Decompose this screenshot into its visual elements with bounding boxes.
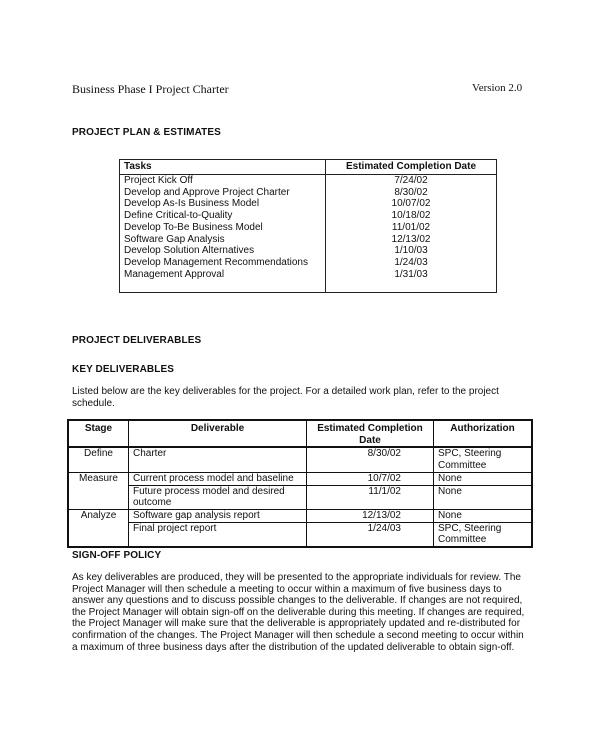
plan-task: Project Kick Off <box>120 175 326 187</box>
table-row <box>120 280 497 292</box>
table-row <box>120 198 497 210</box>
deliv-authorization: None <box>434 485 533 509</box>
deliv-deliverable: Current process model and baseline <box>129 472 307 485</box>
table-row <box>68 522 532 547</box>
key-deliverables-heading: KEY DELIVERABLES <box>72 364 174 375</box>
plan-task: Develop To-Be Business Model <box>120 222 326 234</box>
plan-date: 1/31/03 <box>394 268 428 280</box>
plan-date: 1/10/03 <box>394 245 428 257</box>
deliv-col-stage: Stage <box>68 420 129 447</box>
deliv-date: 11/1/02 <box>307 485 434 509</box>
plan-date: 1/24/03 <box>394 256 428 268</box>
plan-task: Define Critical-to-Quality <box>120 210 326 222</box>
plan-date: 7/24/02 <box>394 175 428 186</box>
deliv-stage: Define <box>68 447 129 472</box>
plan-task: Develop Solution Alternatives <box>120 245 326 257</box>
plan-date <box>326 280 497 292</box>
plan-task: Management Approval <box>120 269 326 281</box>
plan-task: Software Gap Analysis <box>120 234 326 246</box>
deliv-date: 12/13/02 <box>307 509 434 522</box>
table-row <box>68 485 532 509</box>
document-title: Business Phase I Project Charter <box>72 82 229 96</box>
deliv-col-deliverable: Deliverable <box>129 420 307 447</box>
deliv-stage: Analyze <box>68 509 129 522</box>
plan-task: Develop Management Recommendations <box>120 257 326 269</box>
deliv-authorization: None <box>434 472 533 485</box>
deliv-deliverable: Future process model and desired outcome <box>129 485 307 509</box>
plan-date: 11/01/02 <box>391 221 431 233</box>
deliv-deliverable: Software gap analysis report <box>129 509 307 522</box>
deliv-authorization: SPC, Steering Committee <box>434 522 533 547</box>
plan-table <box>119 159 497 293</box>
table-row <box>68 447 532 472</box>
plan-col-date: Estimated Completion Date <box>326 160 497 175</box>
plan-date: 8/30/02 <box>394 186 428 198</box>
plan-col-tasks: Tasks <box>120 160 326 175</box>
deliv-stage <box>68 485 129 509</box>
table-row <box>68 509 532 522</box>
table-row <box>120 257 497 269</box>
deliverables-intro: Listed below are the key deliverables for the project. For a detailed work plan, refer to the project schedule. <box>72 386 499 409</box>
table-row <box>120 245 497 257</box>
table-row <box>120 210 497 222</box>
deliverables-header-row <box>68 420 532 447</box>
deliv-deliverable: Final project report <box>129 522 307 547</box>
plan-header-row <box>120 160 497 175</box>
deliv-authorization: SPC, Steering Committee <box>434 447 533 472</box>
table-row <box>68 472 532 485</box>
deliv-authorization: None <box>434 509 533 522</box>
deliv-stage <box>68 522 129 547</box>
document-version: Version 2.0 <box>472 82 523 94</box>
plan-date: 10/07/02 <box>391 198 431 210</box>
signoff-heading: SIGN-OFF POLICY <box>72 550 162 561</box>
table-row <box>120 175 497 187</box>
deliverables-heading: PROJECT DELIVERABLES <box>72 335 202 346</box>
deliv-col-date: Estimated Completion Date <box>307 420 434 447</box>
deliv-col-authorization: Authorization <box>434 420 533 447</box>
deliv-deliverable: Charter <box>129 447 307 472</box>
table-row <box>120 269 497 281</box>
plan-heading: PROJECT PLAN & ESTIMATES <box>72 127 221 138</box>
deliv-stage: Measure <box>68 472 129 485</box>
plan-task: Develop As-Is Business Model <box>120 198 326 210</box>
table-row <box>120 234 497 246</box>
plan-date: 10/18/02 <box>391 210 431 222</box>
deliv-date: 8/30/02 <box>307 447 434 472</box>
plan-task <box>120 280 326 292</box>
deliv-date: 1/24/03 <box>307 522 434 547</box>
plan-task: Develop and Approve Project Charter <box>120 187 326 199</box>
deliverables-table <box>67 419 533 548</box>
signoff-text: As key deliverables are produced, they will be presented to the appropriate individuals for review. The Project Manager will then schedule a meeting to occur within a maximum of five business days to answer any questions and to discuss possible changes to the deliverable. If changes are not required, the Project Manager will obtain sign-off on the deliverable during this meeting. If changes are required, the Project Manager will make sure that the deliverable is appropriately updated and re-distributed for confirmation of the changes. The Project Manager will then schedule a second meeting to occur within a maximum of three business days after the distribution of the updated deliverable to obtain sign-off. <box>72 572 525 653</box>
deliv-date: 10/7/02 <box>307 472 434 485</box>
table-row <box>120 222 497 234</box>
plan-date: 12/13/02 <box>391 233 431 245</box>
table-row <box>120 187 497 199</box>
